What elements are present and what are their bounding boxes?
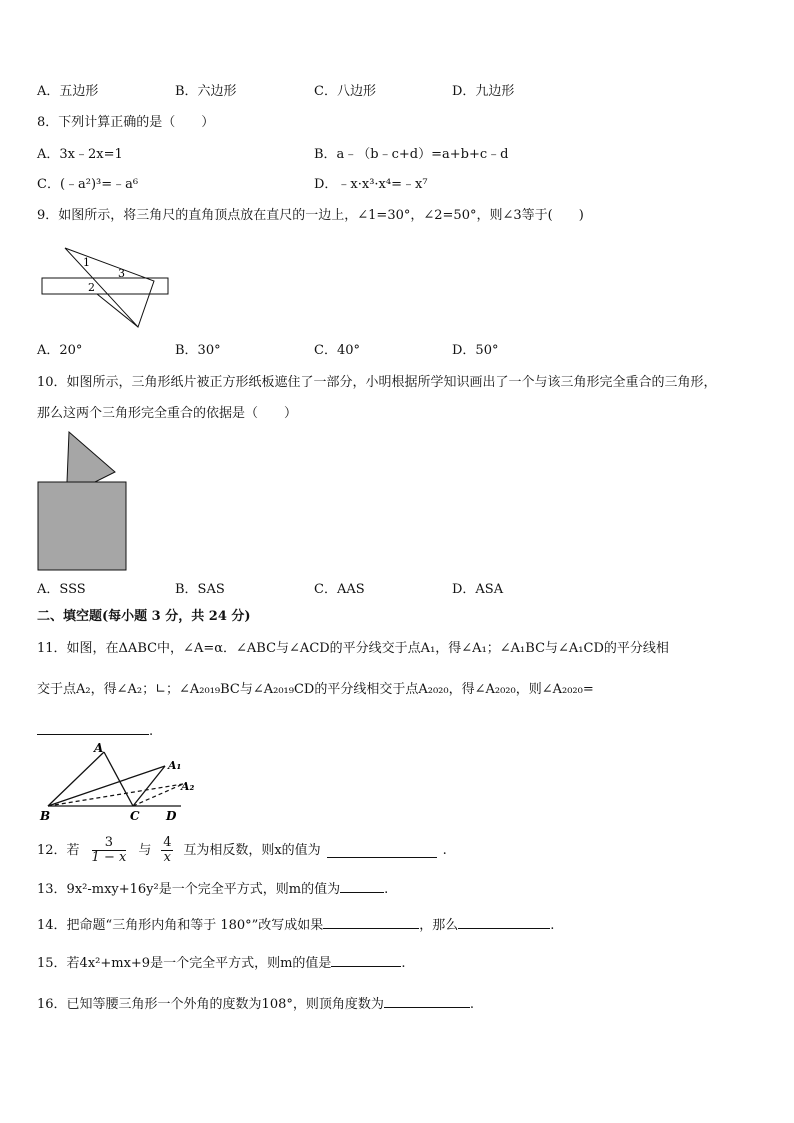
label-D: D [166, 809, 177, 823]
q12-fraction-1 [92, 836, 127, 865]
q12-answer-blank[interactable] [327, 843, 437, 858]
q12-frac1-numerator: 3 [104, 835, 114, 850]
q14-middle: ，那么 [419, 918, 459, 933]
q10-option-d: D．ASA [452, 582, 504, 597]
q14-text: 14．把命题“三角形内角和等于 180°”改写成如果 [37, 918, 324, 933]
q12-row [37, 836, 447, 865]
q10-option-c: C．AAS [314, 582, 365, 597]
q12-frac1-denominator: 1 − x [91, 850, 127, 865]
q14-if-blank[interactable] [323, 914, 419, 929]
q10-square-triangle-figure [37, 430, 129, 572]
q11-triangle-figure [38, 742, 198, 824]
q11-answer-blank[interactable] [37, 720, 149, 735]
q10-option-a: A．SSS [37, 582, 86, 597]
angle-1-label: 1 [83, 256, 90, 269]
q10-option-b: B．SAS [175, 582, 225, 597]
label-A1: A₁ [168, 759, 182, 772]
label-A: A [94, 741, 104, 755]
q10-stem-line2: 那么这两个三角形完全重合的依据是（ ） [37, 406, 298, 421]
q9-option-c: C．40° [314, 343, 360, 358]
q11-line2: 交于点A₂，得∠A₂；∟；∠A₂₀₁₉BC与∠A₂₀₁₉CD的平分线相交于点A₂₀₂₀，得∠A₂₀₂₀，则∠A₂₀₂₀= [37, 682, 594, 697]
section-heading: 二、填空题(每小题 3 分，共 24 分) [37, 609, 251, 624]
q13-answer-blank[interactable] [340, 878, 384, 893]
q15-row [37, 952, 406, 973]
q12-frac2-numerator: 4 [163, 835, 172, 850]
q8-option-a: A．3x﹣2x=1 [37, 147, 123, 162]
q7-option-d: D．九边形 [452, 84, 515, 99]
q12-end: . [442, 842, 447, 858]
q12-prefix: 12．若 [37, 842, 80, 858]
q14-row [37, 914, 554, 935]
q12-middle: 与 [138, 842, 152, 858]
q14-then-blank[interactable] [458, 914, 550, 929]
q9-option-d: D．50° [452, 343, 499, 358]
q16-row [37, 993, 474, 1014]
q11-answer-row [37, 720, 153, 741]
q9-option-a: A．20° [37, 343, 83, 358]
q9-stem: 9．如图所示，将三角尺的直角顶点放在直尺的一边上，∠1=30°，∠2=50°，则∠3等于( ) [37, 208, 584, 223]
q16-answer-blank[interactable] [384, 993, 470, 1008]
angle-3-label: 3 [118, 267, 125, 280]
q7-option-c: C．八边形 [314, 84, 376, 99]
q13-end: . [384, 882, 389, 897]
q16-text: 16．已知等腰三角形一个外角的度数为108°，则顶角度数为 [37, 997, 384, 1012]
q13-text: 13．9x²-mxy+16y²是一个完全平方式，则m的值为 [37, 882, 341, 897]
q9-option-b: B．30° [175, 343, 221, 358]
q15-answer-blank[interactable] [331, 952, 401, 967]
q8-option-d: D．﹣x·x³·x⁴=﹣x⁷ [314, 177, 428, 192]
q13-row [37, 878, 388, 899]
q11-line1: 11．如图，在ΔABC中，∠A=α．∠ABC与∠ACD的平分线交于点A₁，得∠A₁；∠A₁BC与∠A₁CD的平分线相 [37, 641, 669, 656]
q8-stem: 8．下列计算正确的是（ ） [37, 115, 215, 130]
square-board [38, 482, 126, 570]
q14-end: . [550, 918, 555, 933]
q7-option-a: A．五边形 [37, 84, 99, 99]
angle-2-label: 2 [88, 281, 95, 294]
q7-option-b: B．六边形 [175, 84, 237, 99]
q15-end: . [401, 956, 406, 971]
q8-option-c: C．(﹣a²)³=﹣a⁶ [37, 177, 139, 192]
q12-suffix: 互为相反数，则x的值为 [183, 842, 321, 858]
label-C: C [130, 809, 140, 823]
q9-ruler-triangle-figure [40, 244, 175, 334]
q8-option-b: B．a﹣（b﹣c+d）=a+b+c﹣d [314, 147, 509, 162]
q12-fraction-2 [161, 836, 173, 865]
q16-end: . [469, 997, 474, 1012]
triangle-paper [67, 432, 115, 482]
q12-frac2-denominator: x [163, 850, 171, 865]
label-A2: A₂ [181, 780, 195, 793]
q10-stem-line1: 10．如图所示，三角形纸片被正方形纸板遮住了一部分，小明根据所学知识画出了一个与该三角形完全重合的三角形， [37, 375, 717, 390]
q11-end: . [149, 724, 154, 739]
q15-text: 15．若4x²+mx+9是一个完全平方式，则m的值是 [37, 956, 332, 971]
label-B: B [40, 809, 51, 823]
